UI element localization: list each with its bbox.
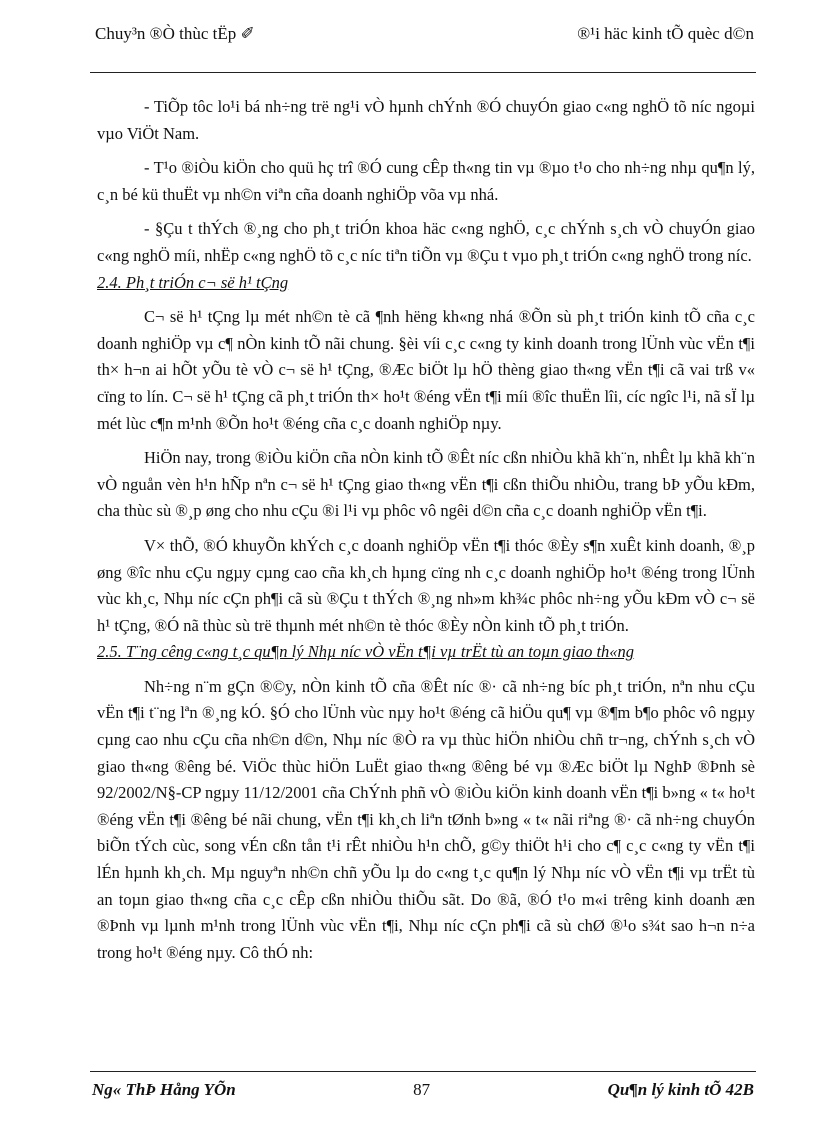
section-heading-2-4: 2.4. Ph¸t triÓn c¬ së h¹ tÇng: [97, 272, 289, 292]
paragraph: HiÖn nay, trong ®iÒu kiÖn cña nÒn kinh tÕ ®Êt níc cßn nhiÒu khã kh¨n, nhÊt lµ khã kh¨n vÒ nguån vèn h¹n hÑp nªn c¬ së h¹ tÇng giao th«ng vËn t¶i cßn thiÕu nhiÒu, trang bÞ yÕu kÐm, cha thùc sù ®¸p øng cho nhu cÇu ®i l¹i vµ phôc vô ngêi d©n cña c¸c doanh nghiÖp vËn t¶i.: [97, 448, 755, 521]
document-body: [97, 94, 755, 966]
paragraph: - T¹o ®iÒu kiÖn cho quü hç trî ®Ó cung cÊp th«ng tin vµ ®µo t¹o cho nh÷ng nhµ qu¶n lý, c¸n bé kü thuËt vµ nh©n viªn cña doanh nghiÖp võa vµ nhá.: [97, 158, 755, 204]
header-left-title: Chuy³n ®Ò thùc tËp ✐: [95, 24, 255, 43]
section-heading-2-5: 2.5. T¨ng cêng c«ng t¸c qu¶n lý Nhµ níc vÒ vËn t¶i vµ trËt tù an toµn giao th«ng: [97, 642, 635, 662]
footer-author: Ng« ThÞ Hång YÕn: [92, 1080, 236, 1099]
paragraph: - TiÕp tôc lo¹i bá nh÷ng trë ng¹i vÒ hµnh chÝnh ®Ó chuyÓn giao c«ng nghÖ tõ níc ngoµi vµo ViÖt Nam.: [97, 97, 755, 143]
footer-divider: [90, 1071, 756, 1072]
header-right-title: ®¹i häc kinh tÕ quèc d©n: [577, 24, 754, 43]
page-header: [95, 20, 754, 48]
header-divider: [90, 72, 756, 73]
paragraph: Nh÷ng n¨m gÇn ®©y, nÒn kinh tÕ cña ®Êt níc ®· cã nh÷ng bíc ph¸t triÓn, nªn nhu cÇu vËn t¶i t¨ng lªn ®¸ng kÓ. §Ó cho lÜnh vùc nµy ho¹t ®éng cã hiÖu qu¶ vµ ®¶m b¶o phôc vô ngµy cµng cao nhu cÇu cña nh©n d©n, Nhµ níc ®Ò ra vµ thùc hiÖn nhiÒu chñ tr¬ng, chÝnh s¸ch vÒ giao th«ng ®êng bé. ViÖc thùc hiÖn LuËt giao th«ng ®êng bé vµ ®Æc biÖt lµ NghÞ ®Þnh sè 92/2002/N§-CP ngµy 11/12/2001 cña ChÝnh phñ vÒ ®iÒu kiÖn kinh doanh vËn t¶i b»ng « t« ho¹t ®éng vËn t¶i ®êng bé nãi chung, vËn t¶i kh¸ch liªn tØnh b»ng « t« nãi riªng ®· cã nh÷ng chuyÓn biÕn tÝch cùc, song vÉn cßn tån t¹i rÊt nhiÒu h¹n chÕ, g©y thiÖt h¹i cho c¶ c¸c c«ng ty vËn t¶i lÉn hµnh kh¸ch. Mµ nguyªn nh©n chñ yÕu lµ do c«ng t¸c qu¶n lý Nhµ níc vÒ vËn t¶i vµ trËt tù an toµn giao th«ng cña c¸c cÊp cßn nhiÒu thiÕu sãt. Do ®ã, ®Ó t¹o m«i trêng kinh doanh æn ®Þnh vµ lµnh m¹nh trong lÜnh vùc vËn t¶i, Nhµ níc cÇn ph¶i cã sù chØ ®¹o s¾t sao h¬n n÷a trong ho¹t ®éng nµy. Cô thÓ nh:: [97, 676, 755, 962]
page-footer: [92, 1077, 754, 1103]
paragraph: - §Çu t thÝch ®¸ng cho ph¸t triÓn khoa häc c«ng nghÖ, c¸c chÝnh s¸ch vÒ chuyÓn giao c«ng nghÖ míi, nhËp c«ng nghÖ tõ c¸c níc tiªn tiÕn vµ ®Çu t vµo ph¸t triÓn c«ng nghÖ trong níc.: [97, 219, 755, 265]
page-number: 87: [413, 1080, 431, 1099]
paragraph: V× thÕ, ®Ó khuyÕn khÝch c¸c doanh nghiÖp vËn t¶i thóc ®Èy s¶n xuÊt kinh doanh, ®¸p øng ®îc nhu cÇu ngµy cµng cao cña kh¸ch hµng cïng nh c¸c doanh nghiÖp ho¹t ®éng trong lÜnh vùc kh¸c, Nhµ níc cÇn ph¶i cã sù ®Çu t thÝch ®¸ng nh»m kh¾c phôc nh÷ng yÕu kÐm vÒ c¬ së h¹ tÇng, ®Ó nã thùc sù trë thµnh mét nh©n tè thóc ®Èy nÒn kinh tÕ ph¸t triÓn.: [97, 535, 755, 635]
footer-department: Qu¶n lý kinh tÕ 42B: [607, 1080, 754, 1099]
paragraph: C¬ së h¹ tÇng lµ mét nh©n tè cã ¶nh hëng kh«ng nhá ®Õn sù ph¸t triÓn kinh tÕ cña c¸c doanh nghiÖp vµ c¶ nÒn kinh tÕ nãi chung. §èi víi c¸c c«ng ty kinh doanh trong lÜnh vùc vËn t¶i th× h¬n ai hÕt yÕu tè vÒ c¬ së h¹ tÇng, ®Æc biÖt lµ hÖ thèng giao th«ng vËn t¶i cã vai trß v« cïng to lín. C¬ së h¹ tÇng cã ph¸t triÓn th× ho¹t ®éng vËn t¶i míi ®îc thuËn lîi, cíc ngîc l¹i, nã sÏ lµ mét lùc c¶n m¹nh ®Õn ho¹t ®éng cña c¸c doanh nghiÖp nµy.: [97, 307, 755, 433]
